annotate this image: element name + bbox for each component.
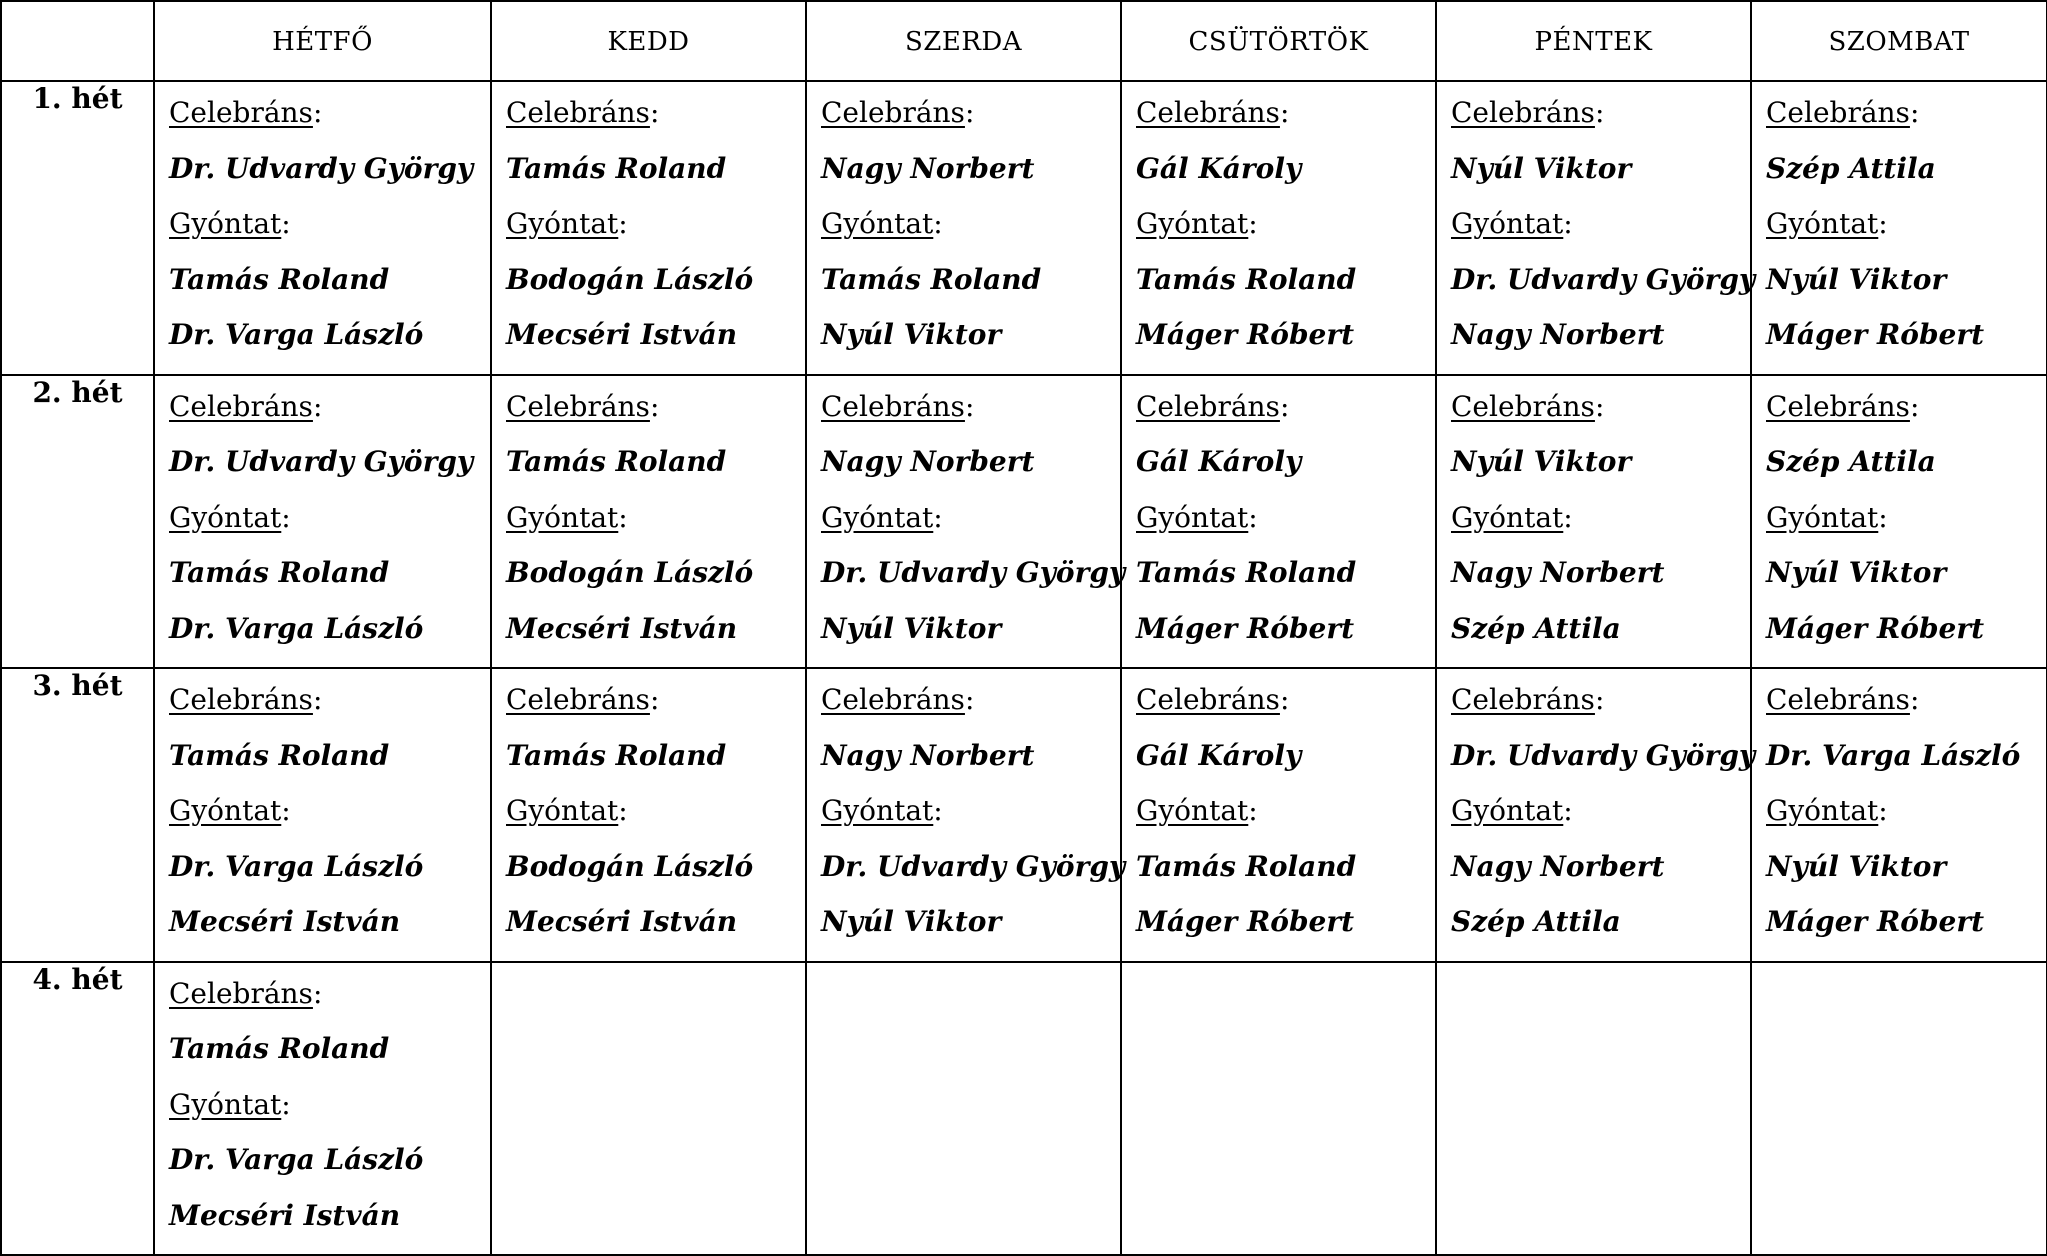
label-colon: : bbox=[649, 683, 660, 716]
schedule-cell bbox=[1436, 668, 1756, 962]
label-colon: : bbox=[618, 500, 628, 534]
schedule-cell bbox=[1436, 81, 1756, 375]
week-label: 4. hét bbox=[1, 962, 154, 1256]
label-colon: : bbox=[933, 207, 943, 240]
day-header-saturday: SZOMBAT bbox=[1751, 1, 2047, 81]
confessor-line bbox=[169, 794, 490, 850]
confessor-line bbox=[169, 1088, 490, 1144]
confessor-label: Gyóntat bbox=[169, 794, 282, 827]
celebrant-label: Celebráns bbox=[1766, 96, 1910, 129]
cell-content bbox=[492, 82, 805, 374]
schedule-cell bbox=[1751, 81, 2047, 375]
confessor-line bbox=[1136, 207, 1435, 263]
celebrant-line bbox=[1766, 683, 2046, 739]
cell-content bbox=[155, 669, 490, 961]
celebrant-line bbox=[1451, 390, 1750, 446]
cell-content bbox=[1437, 669, 1756, 961]
confessor-name: Nyúl Viktor bbox=[821, 318, 1002, 351]
label-colon: : bbox=[964, 389, 975, 423]
celebrant-line bbox=[1766, 96, 2046, 152]
celebrant-line bbox=[1136, 683, 1435, 739]
week-label: 2. hét bbox=[1, 375, 154, 669]
confessor-label: Gyóntat bbox=[1451, 500, 1564, 534]
confessor-name: Tamás Roland bbox=[821, 262, 1042, 296]
label-colon: : bbox=[1563, 500, 1573, 534]
confessor-label: Gyóntat bbox=[169, 207, 282, 240]
celebrant-name: Dr. Varga László bbox=[1766, 738, 2021, 772]
celebrant-label: Celebráns bbox=[821, 96, 965, 129]
week-row bbox=[1, 668, 2047, 962]
confessor-name: Dr. Udvardy György bbox=[821, 556, 1126, 589]
label-colon: : bbox=[1248, 207, 1258, 240]
header-row bbox=[1, 1, 2047, 81]
schedule-cell bbox=[154, 668, 491, 962]
celebrant-name: Szép Attila bbox=[1766, 151, 1936, 185]
label-colon: : bbox=[618, 794, 628, 827]
confessor-name: Máger Róbert bbox=[1136, 318, 1355, 351]
confessor-name: Mecséri István bbox=[506, 905, 738, 938]
celebrant-name: Nyúl Viktor bbox=[1451, 445, 1632, 478]
confessor-label: Gyóntat bbox=[1451, 794, 1564, 827]
schedule-cell bbox=[1436, 375, 1751, 669]
celebrant-line bbox=[169, 96, 490, 152]
label-colon: : bbox=[1594, 683, 1605, 716]
confessor-line bbox=[1766, 207, 2046, 263]
confessor-name: Dr. Udvardy György bbox=[821, 849, 1126, 883]
confessor-name: Bodogán László bbox=[506, 849, 754, 883]
schedule-cell bbox=[1121, 962, 1436, 1256]
confessor-name: Tamás Roland bbox=[1136, 849, 1357, 883]
confessor-name: Nagy Norbert bbox=[1451, 849, 1665, 883]
confessor-name: Nyúl Viktor bbox=[821, 611, 1002, 645]
schedule-cell bbox=[491, 962, 806, 1256]
confessor-label: Gyóntat bbox=[821, 207, 934, 240]
cell-content bbox=[807, 82, 1120, 374]
confessor-name: Dr. Varga László bbox=[169, 611, 424, 645]
confessor-name: Bodogán László bbox=[506, 262, 754, 296]
celebrant-name: Nyúl Viktor bbox=[1451, 151, 1632, 185]
celebrant-label: Celebráns bbox=[1451, 96, 1595, 129]
label-colon: : bbox=[281, 500, 291, 534]
celebrant-line bbox=[1451, 96, 1750, 152]
confessor-name: Bodogán László bbox=[506, 556, 754, 589]
schedule-cell bbox=[491, 375, 806, 669]
celebrant-label: Celebráns bbox=[1766, 389, 1910, 423]
confessor-name: Nyúl Viktor bbox=[1766, 556, 1947, 589]
schedule-cell bbox=[806, 668, 1126, 962]
confessor-line bbox=[1766, 794, 2046, 850]
celebrant-name: Tamás Roland bbox=[169, 738, 390, 772]
confessor-name: Dr. Varga László bbox=[169, 1143, 424, 1176]
schedule-cell bbox=[1751, 375, 2047, 669]
label-colon: : bbox=[281, 207, 291, 240]
schedule-cell bbox=[806, 962, 1121, 1256]
celebrant-name: Gál Károly bbox=[1136, 738, 1302, 772]
cell-content bbox=[155, 376, 490, 668]
confessor-name: Nyúl Viktor bbox=[1766, 262, 1947, 296]
label-colon: : bbox=[312, 96, 323, 129]
label-colon: : bbox=[1279, 389, 1290, 423]
celebrant-label: Celebráns bbox=[1136, 96, 1280, 129]
schedule-cell bbox=[154, 962, 491, 1256]
celebrant-name: Gál Károly bbox=[1136, 445, 1302, 478]
confessor-label: Gyóntat bbox=[506, 500, 619, 534]
confessor-label: Gyóntat bbox=[506, 207, 619, 240]
schedule-cell bbox=[491, 668, 806, 962]
celebrant-line bbox=[506, 96, 805, 152]
celebrant-line bbox=[506, 390, 805, 446]
cell-content bbox=[1437, 376, 1750, 668]
cell-content bbox=[1437, 82, 1756, 374]
celebrant-label: Celebráns bbox=[821, 389, 965, 423]
schedule-cell bbox=[1751, 962, 2047, 1256]
confessor-name: Máger Róbert bbox=[1766, 611, 1985, 645]
cell-content bbox=[807, 669, 1126, 961]
confessor-line bbox=[821, 501, 1120, 557]
label-colon: : bbox=[649, 96, 660, 129]
celebrant-label: Celebráns bbox=[169, 389, 313, 423]
cell-content bbox=[492, 669, 805, 961]
label-colon: : bbox=[281, 794, 291, 827]
schedule-cell bbox=[1436, 962, 1751, 1256]
confessor-line bbox=[169, 501, 490, 557]
label-colon: : bbox=[964, 683, 975, 716]
confessor-label: Gyóntat bbox=[1136, 500, 1249, 534]
label-colon: : bbox=[1279, 683, 1290, 716]
celebrant-name: Szép Attila bbox=[1766, 445, 1936, 478]
day-header-thursday: CSÜTÖRTÖK bbox=[1121, 1, 1436, 81]
label-colon: : bbox=[649, 389, 660, 423]
celebrant-name: Dr. Udvardy György bbox=[169, 151, 474, 185]
celebrant-name: Tamás Roland bbox=[506, 151, 727, 185]
confessor-name: Máger Róbert bbox=[1136, 905, 1355, 938]
celebrant-line bbox=[169, 977, 490, 1033]
confessor-name: Szép Attila bbox=[1451, 611, 1621, 645]
confessor-name: Máger Róbert bbox=[1766, 905, 1985, 938]
celebrant-label: Celebráns bbox=[1451, 389, 1595, 423]
celebrant-label: Celebráns bbox=[821, 683, 965, 716]
confessor-name: Mecséri István bbox=[506, 611, 738, 645]
celebrant-label: Celebráns bbox=[169, 683, 313, 716]
schedule-cell bbox=[806, 375, 1126, 669]
week-row bbox=[1, 375, 2047, 669]
confessor-name: Mecséri István bbox=[169, 1198, 401, 1232]
confessor-name: Tamás Roland bbox=[169, 556, 390, 589]
label-colon: : bbox=[1563, 207, 1573, 240]
week-label: 3. hét bbox=[1, 668, 154, 962]
cell-content bbox=[1752, 82, 2046, 374]
day-header-tuesday: KEDD bbox=[491, 1, 806, 81]
schedule-cell bbox=[1751, 668, 2047, 962]
week-row bbox=[1, 81, 2047, 375]
celebrant-label: Celebráns bbox=[169, 96, 313, 129]
celebrant-label: Celebráns bbox=[1136, 389, 1280, 423]
celebrant-label: Celebráns bbox=[1136, 683, 1280, 716]
confessor-label: Gyóntat bbox=[169, 1087, 282, 1121]
label-colon: : bbox=[281, 1087, 291, 1121]
confessor-name: Tamás Roland bbox=[1136, 262, 1357, 296]
confessor-name: Máger Róbert bbox=[1136, 611, 1355, 645]
label-colon: : bbox=[1878, 207, 1888, 240]
confessor-name: Nagy Norbert bbox=[1451, 556, 1665, 589]
label-colon: : bbox=[1909, 683, 1920, 716]
label-colon: : bbox=[1594, 389, 1605, 423]
confessor-name: Tamás Roland bbox=[1136, 556, 1357, 589]
corner-cell bbox=[1, 1, 154, 81]
celebrant-name: Dr. Udvardy György bbox=[1451, 738, 1756, 772]
celebrant-line bbox=[821, 683, 1120, 739]
confessor-name: Mecséri István bbox=[506, 318, 738, 351]
confessor-line bbox=[1136, 501, 1435, 557]
confessor-line bbox=[506, 207, 805, 263]
confessor-name: Nyúl Viktor bbox=[1766, 849, 1947, 883]
confessor-line bbox=[1451, 794, 1750, 850]
schedule-cell bbox=[806, 81, 1121, 375]
label-colon: : bbox=[312, 976, 323, 1010]
confessor-label: Gyóntat bbox=[1136, 794, 1249, 827]
celebrant-label: Celebráns bbox=[169, 976, 313, 1010]
celebrant-name: Tamás Roland bbox=[506, 738, 727, 772]
cell-content bbox=[155, 963, 490, 1255]
label-colon: : bbox=[1878, 500, 1888, 534]
confessor-line bbox=[821, 794, 1120, 850]
confessor-name: Dr. Varga László bbox=[169, 849, 424, 883]
confessor-name: Dr. Udvardy György bbox=[1451, 262, 1756, 296]
label-colon: : bbox=[933, 500, 943, 534]
confessor-label: Gyóntat bbox=[506, 794, 619, 827]
cell-content bbox=[1752, 376, 2046, 668]
confessor-line bbox=[821, 207, 1120, 263]
confessor-label: Gyóntat bbox=[169, 500, 282, 534]
celebrant-name: Dr. Udvardy György bbox=[169, 445, 474, 478]
celebrant-line bbox=[169, 390, 490, 446]
week-label: 1. hét bbox=[1, 81, 154, 375]
day-header-wednesday: SZERDA bbox=[806, 1, 1121, 81]
day-header-friday: PÉNTEK bbox=[1436, 1, 1751, 81]
label-colon: : bbox=[1909, 389, 1920, 423]
label-colon: : bbox=[1594, 96, 1605, 129]
label-colon: : bbox=[1279, 96, 1290, 129]
cell-content bbox=[1122, 82, 1435, 374]
week-row bbox=[1, 962, 2047, 1256]
confessor-label: Gyóntat bbox=[1451, 207, 1564, 240]
confessor-name: Nagy Norbert bbox=[1451, 318, 1665, 351]
confessor-name: Tamás Roland bbox=[169, 262, 390, 296]
label-colon: : bbox=[1563, 794, 1573, 827]
celebrant-name: Nagy Norbert bbox=[821, 151, 1035, 185]
schedule-cell bbox=[154, 375, 491, 669]
confessor-label: Gyóntat bbox=[1766, 207, 1879, 240]
celebrant-line bbox=[821, 96, 1120, 152]
confessor-line bbox=[1451, 501, 1750, 557]
cell-content bbox=[492, 376, 805, 668]
celebrant-label: Celebráns bbox=[506, 389, 650, 423]
confessor-line bbox=[506, 794, 805, 850]
confessor-line bbox=[1451, 207, 1750, 263]
label-colon: : bbox=[1248, 794, 1258, 827]
label-colon: : bbox=[618, 207, 628, 240]
celebrant-line bbox=[1136, 96, 1435, 152]
celebrant-name: Nagy Norbert bbox=[821, 738, 1035, 772]
confessor-name: Mecséri István bbox=[169, 905, 401, 938]
celebrant-line bbox=[821, 390, 1120, 446]
week-rows bbox=[1, 81, 2047, 1255]
label-colon: : bbox=[1878, 794, 1888, 827]
confessor-name: Szép Attila bbox=[1451, 905, 1621, 938]
celebrant-line bbox=[1451, 683, 1750, 739]
confessor-label: Gyóntat bbox=[1136, 207, 1249, 240]
cell-content bbox=[155, 82, 490, 374]
label-colon: : bbox=[933, 794, 943, 827]
celebrant-label: Celebráns bbox=[506, 683, 650, 716]
label-colon: : bbox=[964, 96, 975, 129]
celebrant-line bbox=[1766, 390, 2046, 446]
celebrant-name: Tamás Roland bbox=[169, 1032, 390, 1065]
label-colon: : bbox=[1248, 500, 1258, 534]
cell-content bbox=[1752, 669, 2046, 961]
label-colon: : bbox=[312, 389, 323, 423]
schedule-cell bbox=[1121, 81, 1436, 375]
confessor-line bbox=[1766, 501, 2046, 557]
celebrant-name: Nagy Norbert bbox=[821, 445, 1035, 478]
confessor-line bbox=[1136, 794, 1435, 850]
celebrant-line bbox=[506, 683, 805, 739]
confessor-label: Gyóntat bbox=[1766, 794, 1879, 827]
celebrant-line bbox=[1136, 390, 1435, 446]
cell-content bbox=[807, 376, 1126, 668]
confessor-name: Nyúl Viktor bbox=[821, 905, 1002, 938]
celebrant-label: Celebráns bbox=[1766, 683, 1910, 716]
confessor-line bbox=[169, 207, 490, 263]
cell-content bbox=[1122, 376, 1435, 668]
celebrant-label: Celebráns bbox=[506, 96, 650, 129]
celebrant-name: Tamás Roland bbox=[506, 445, 727, 478]
schedule-cell bbox=[1121, 375, 1436, 669]
schedule-cell bbox=[491, 81, 806, 375]
confessor-line bbox=[506, 501, 805, 557]
confessor-label: Gyóntat bbox=[1766, 500, 1879, 534]
celebrant-line bbox=[169, 683, 490, 739]
confessor-name: Máger Róbert bbox=[1766, 318, 1985, 351]
label-colon: : bbox=[1909, 96, 1920, 129]
cell-content bbox=[1122, 669, 1435, 961]
day-header-monday: HÉTFŐ bbox=[154, 1, 491, 81]
confessor-name: Dr. Varga László bbox=[169, 318, 424, 351]
celebrant-label: Celebráns bbox=[1451, 683, 1595, 716]
celebrant-name: Gál Károly bbox=[1136, 151, 1302, 185]
schedule-cell bbox=[154, 81, 491, 375]
confessor-label: Gyóntat bbox=[821, 794, 934, 827]
schedule-cell bbox=[1121, 668, 1436, 962]
label-colon: : bbox=[312, 683, 323, 716]
confessor-label: Gyóntat bbox=[821, 500, 934, 534]
